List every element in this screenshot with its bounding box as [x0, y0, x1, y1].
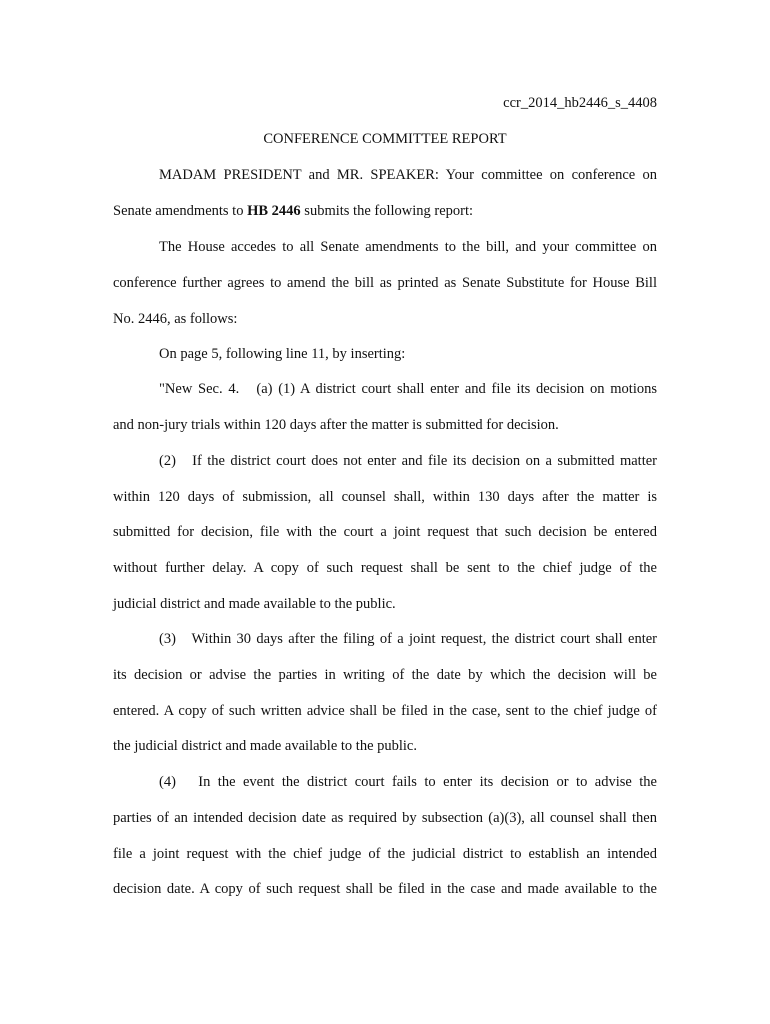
- section-a4-line-1: (4) In the event the district court fails to enter its decision or to advise the: [159, 774, 657, 790]
- section-a2-line-4: without further delay. A copy of such request shall be sent to the chief judge of the: [113, 560, 657, 576]
- intro-line-2: Senate amendments to HB 2446 submits the following report:: [113, 203, 474, 219]
- page-title: CONFERENCE COMMITTEE REPORT: [263, 131, 507, 147]
- paragraph-1-line-1: The House accedes to all Senate amendments to the bill, and your committee on: [159, 239, 657, 255]
- section-a1-line-2: and non-jury trials within 120 days after the matter is submitted for decision.: [113, 417, 559, 433]
- bill-number: HB 2446: [247, 203, 301, 219]
- intro-line-1: MADAM PRESIDENT and MR. SPEAKER: Your committee on conference on: [159, 167, 657, 183]
- section-a2-line-2: within 120 days of submission, all counsel shall, within 130 days after the matter is: [113, 489, 657, 505]
- section-a4-line-2: parties of an intended decision date as required by subsection (a)(3), all counsel shall then: [113, 810, 657, 826]
- section-a3-line-1: (3) Within 30 days after the filing of a joint request, the district court shall enter: [159, 631, 657, 647]
- section-a3-line-4: the judicial district and made available to the public.: [113, 738, 417, 754]
- section-a4-line-4: decision date. A copy of such request shall be filed in the case and made available to the: [113, 881, 657, 897]
- paragraph-2: On page 5, following line 11, by inserting:: [159, 346, 406, 362]
- paragraph-1-line-3: No. 2446, as follows:: [113, 311, 238, 327]
- section-a2-line-5: judicial district and made available to the public.: [113, 596, 396, 612]
- document-id: ccr_2014_hb2446_s_4408: [503, 95, 657, 111]
- paragraph-1-line-2: conference further agrees to amend the bill as printed as Senate Substitute for House Bill: [113, 275, 657, 291]
- section-a2-line-3: submitted for decision, file with the court a joint request that such decision be entered: [113, 524, 657, 540]
- section-a4-line-3: file a joint request with the chief judge of the judicial district to establish an intended: [113, 846, 657, 862]
- section-a3-line-2: its decision or advise the parties in writing of the date by which the decision will be: [113, 667, 657, 683]
- section-a3-line-3: entered. A copy of such written advice shall be filed in the case, sent to the chief judge of: [113, 703, 657, 719]
- section-a1-line-1: "New Sec. 4. (a) (1) A district court shall enter and file its decision on motions: [159, 381, 657, 397]
- section-a2-line-1: (2) If the district court does not enter and file its decision on a submitted matter: [159, 453, 657, 469]
